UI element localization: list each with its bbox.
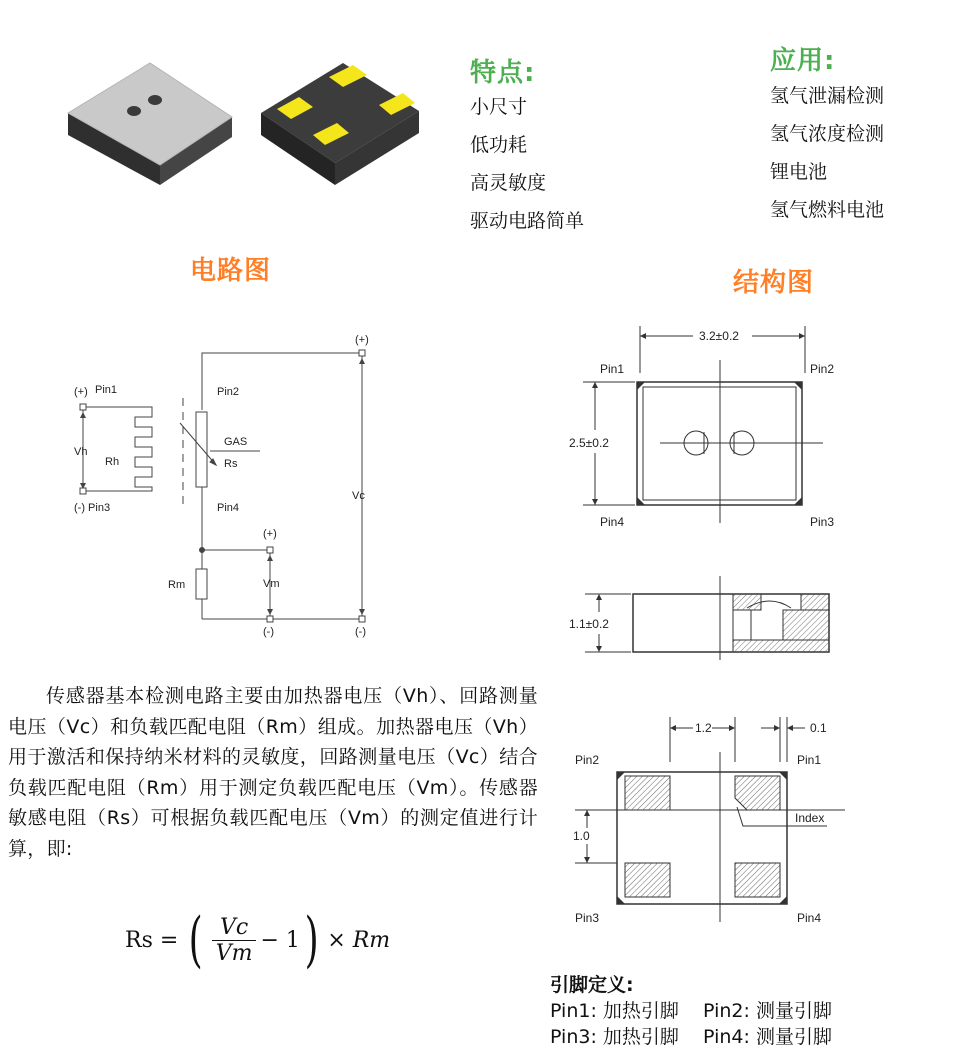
label-vc-minus: (-) xyxy=(355,626,366,638)
description-text: 传感器基本检测电路主要由加热器电压（Vh）、回路测量电压（Vc）和负载匹配电阻（Rm）组成。加热器电压（Vh）用于激活和保持纳米材料的灵敏度，回路测量电压（Vc）结合负载匹配电阻（Rm）用于测定负载匹配电压（Vm）。传感器敏感电阻（Rs）可根据负载匹配电压（Vm）的测定值进行计算，即: xyxy=(8,685,538,860)
formula-denominator: Vm xyxy=(215,940,253,966)
top-pin3: Pin3 xyxy=(810,515,835,529)
application-item: 氢气泄漏检测 xyxy=(770,85,885,107)
label-gas: GAS xyxy=(224,436,248,448)
feature-item: 小尺寸 xyxy=(470,96,528,118)
structure-side-view xyxy=(565,572,855,662)
applications-title: 应用: xyxy=(770,46,836,76)
label-vm-minus: (-) xyxy=(263,626,274,638)
pin-definition-title: 引脚定义: xyxy=(550,974,634,996)
label-pin2: Pin2 xyxy=(217,386,240,398)
dim-pad: 1.2 xyxy=(695,721,712,735)
formula-fraction xyxy=(212,915,257,966)
features-title: 特点: xyxy=(470,58,536,88)
formula-lhs: Rs = xyxy=(125,927,179,953)
bottom-pin1: Pin1 xyxy=(797,753,822,767)
formula-paren-left: ( xyxy=(188,905,204,975)
formula-paren-right: ) xyxy=(304,905,319,975)
top-pin2: Pin2 xyxy=(810,362,835,376)
dim-height: 1.1±0.2 xyxy=(569,617,609,631)
label-pin3: (-) Pin3 xyxy=(74,502,111,514)
dim-pad-height: 1.0 xyxy=(573,829,590,843)
formula-times: × Rm xyxy=(327,927,391,953)
dim-length: 2.5±0.2 xyxy=(569,436,609,450)
circuit-title: 电路图 xyxy=(190,256,272,286)
sensor-render-bottom xyxy=(255,55,425,190)
label-rm: Rm xyxy=(168,579,186,591)
bottom-pin2: Pin2 xyxy=(575,753,600,767)
circuit-diagram xyxy=(60,325,400,645)
pin-definition-row: Pin1: 加热引脚 Pin2: 测量引脚 xyxy=(550,1000,832,1022)
feature-item: 驱动电路简单 xyxy=(470,210,585,232)
application-item: 锂电池 xyxy=(770,161,828,183)
application-item: 氢气浓度检测 xyxy=(770,123,885,145)
application-item: 氢气燃料电池 xyxy=(770,199,885,221)
feature-item: 低功耗 xyxy=(470,134,528,156)
bottom-pin3: Pin3 xyxy=(575,911,600,925)
feature-item: 高灵敏度 xyxy=(470,172,547,194)
label-pin1: Pin1 xyxy=(95,384,118,396)
top-pin4: Pin4 xyxy=(600,515,625,529)
label-rh: Rh xyxy=(105,456,120,468)
label-rs: Rs xyxy=(224,458,238,470)
structure-bottom-view xyxy=(565,712,855,937)
label-vc: Vc xyxy=(352,490,365,502)
label-pin1-plus: (+) xyxy=(74,386,88,398)
dim-width: 3.2±0.2 xyxy=(699,329,739,343)
label-vc-plus: (+) xyxy=(355,334,369,346)
bottom-pin4: Pin4 xyxy=(797,911,822,925)
structure-top-view xyxy=(565,318,855,538)
pin-definition xyxy=(550,972,832,1050)
top-pin1: Pin1 xyxy=(600,362,625,376)
features-list xyxy=(470,88,584,240)
label-vh: Vh xyxy=(74,446,88,458)
label-vm-plus: (+) xyxy=(263,528,277,540)
formula-numerator: Vc xyxy=(219,914,249,940)
label-pin4: Pin4 xyxy=(217,502,240,514)
dim-gap: 0.1 xyxy=(810,721,827,735)
formula xyxy=(125,905,390,975)
structure-title: 结构图 xyxy=(733,268,815,298)
formula-minus-one: − 1 xyxy=(260,927,300,953)
pin-definition-row: Pin3: 加热引脚 Pin4: 测量引脚 xyxy=(550,1026,832,1048)
bottom-index: Index xyxy=(795,811,825,825)
sensor-render-top xyxy=(60,55,240,190)
label-vm: Vm xyxy=(263,578,280,590)
applications-list xyxy=(770,77,884,229)
